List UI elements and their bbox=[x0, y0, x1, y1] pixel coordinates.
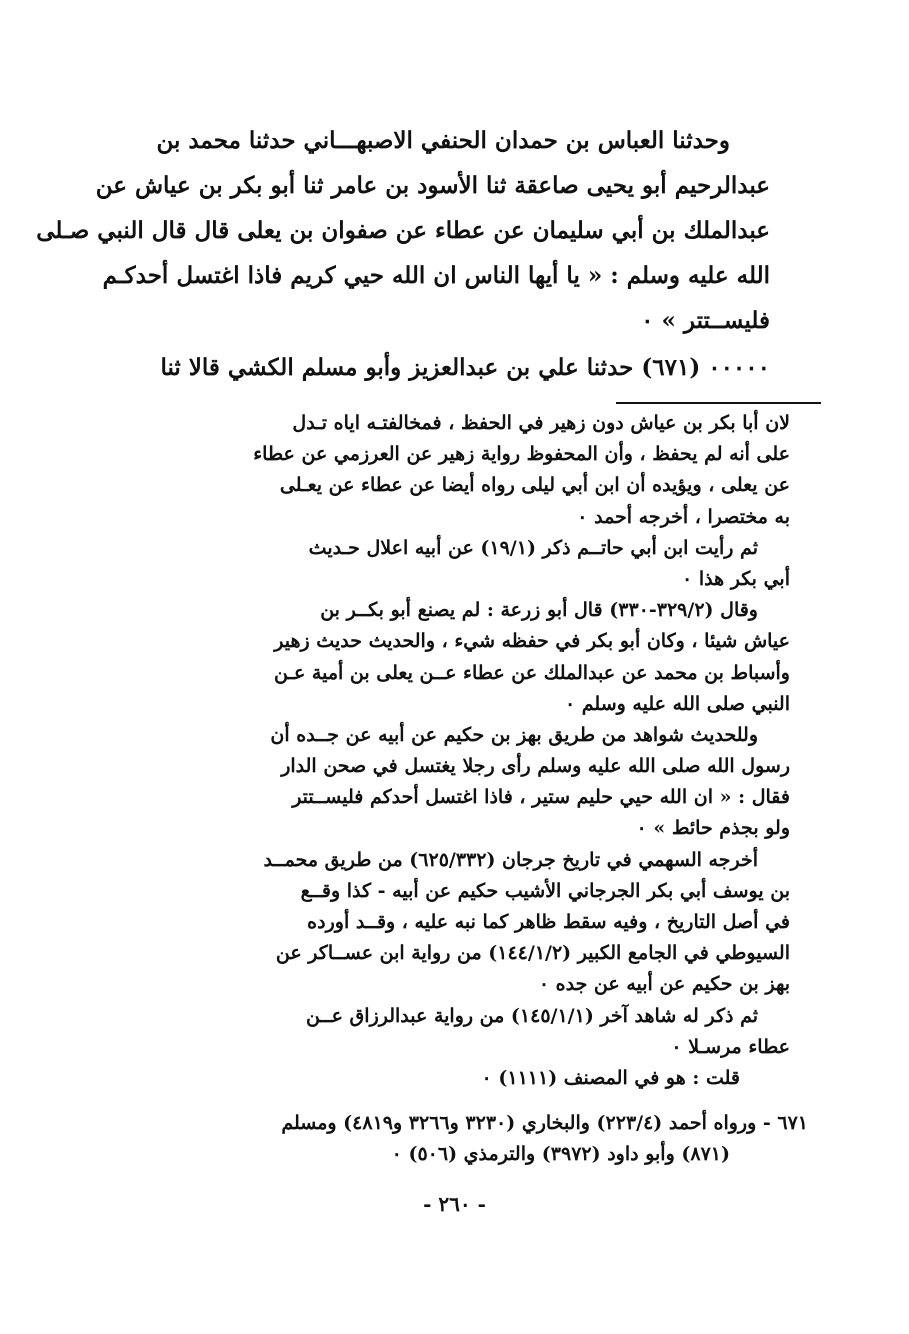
footnote-line: عطاء مرسـلا ٠ bbox=[671, 1035, 790, 1058]
footnote-line: بن يوسف أبي بكر الجرجاني الأشيب حكيم عن أبيه - كذا وقــع bbox=[300, 879, 790, 902]
reference-line: (٨٧١) وأبو داود (٣٩٧٢) والترمذي (٥٠٦) ٠ bbox=[391, 1143, 730, 1165]
footnote-line: وقال (٣٢٩/٢-٣٣٠) قال أبو زرعة : لم يصنع أبو بكــر بن bbox=[320, 599, 758, 622]
footnote-line: وللحديث شواهد من طريق بهز بن حكيم عن أبيه عن جــده أن bbox=[270, 723, 758, 746]
footnote-line: رسول الله صلى الله عليه وسلم رأى رجلا يغتسل في صحن الدار bbox=[281, 755, 790, 778]
footnote-line: عياش شيئا ، وكان أبو بكر في حفظه شيء ، والحديث حديث زهير bbox=[274, 630, 790, 653]
footnote-line: بهز بن حكيم عن أبيه عن جده ٠ bbox=[538, 973, 790, 996]
main-text-line: عبدالملك بن أبي سليمان عن عطاء عن صفوان بن يعلى قال قال النبي صـلى bbox=[36, 217, 770, 244]
main-text-line: وحدثنا العباس بن حمدان الحنفي الاصبهـــاني حدثنا محمد بن bbox=[156, 127, 730, 154]
footnote-line: وأسباط بن محمد عن عبدالملك عن عطاء عــن يعلى بن أمية عـن bbox=[273, 661, 790, 684]
footnote-line: في أصل التاريخ ، وفيه سقط ظاهر كما نبه عليه ، وقــد أورده bbox=[307, 911, 790, 933]
footnote-line: على أنه لم يحفظ ، وأن المحفوظ رواية زهير عن العرزمي عن عطاء bbox=[253, 443, 790, 466]
reference-line: ٦٧١ - ورواه أحمد (٢٢٣/٤) والبخاري (٣٢٣٠ و٣٢٦٦ و٤٨١٩) ومسلم bbox=[281, 1112, 808, 1134]
footnote-line: السيوطي في الجامع الكبير (١٤٤/١/٢) من رواية ابن عســاكر عن bbox=[275, 942, 790, 965]
main-text-block bbox=[36, 118, 770, 343]
main-text-line: عبدالرحيم أبو يحيى صاعقة ثنا الأسود بن عامر ثنا أبو بكر بن عياش عن bbox=[95, 172, 770, 199]
main-text-line: الله عليه وسلم : « يا أيها الناس ان الله حيي كريم فاذا اغتسل أحدكـم bbox=[102, 262, 770, 289]
footnote-line: النبي صلى الله عليه وسلم ٠ bbox=[564, 692, 790, 715]
footnote-line: أبي بكر هذا ٠ bbox=[681, 567, 790, 590]
footnote-line: ولو بجذم حائط » ٠ bbox=[636, 817, 790, 840]
footnote-line: ثم ذكر له شاهد آخر (١٤٥/١/١) من رواية عبدالرزاق عــن bbox=[306, 1004, 758, 1027]
footnote-separator bbox=[616, 402, 821, 404]
page-number: - ٢٦٠ - bbox=[423, 1192, 486, 1216]
footnote-line: لان أبا بكر بن عياش دون زهير في الحفظ ، فمخالفتـه اياه تـدل bbox=[292, 412, 790, 434]
footnote-line: أخرجه السهمي في تاريخ جرجان (٦٢٥/٣٣٢) من طريق محمــد bbox=[263, 848, 758, 871]
footnotes-block bbox=[108, 408, 790, 1094]
hadith-671-opening: ٠٠٠٠٠ (٦٧١) حدثنا علي بن عبدالعزيز وأبو مسلم الكشي قالا ثنا bbox=[160, 354, 770, 381]
footnote-line: عن يعلى ، ويؤيده أن ابن أبي ليلى رواه أيضا عن عطاء عن يعـلى bbox=[279, 474, 790, 497]
footnote-line: به مختصرا ، أخرجه أحمد ٠ bbox=[577, 505, 790, 528]
reference-671-block bbox=[108, 1108, 808, 1170]
footnote-line: ثم رأيت ابن أبي حاتــم ذكر (١٩/١) عن أبيه اعلال حـديث bbox=[308, 536, 758, 559]
footnote-line: فقال : « ان الله حيي حليم ستير ، فاذا اغتسل أحدكم فليســتتر bbox=[292, 786, 790, 809]
main-text-line: فليســتتر » ٠ bbox=[641, 307, 770, 334]
footnote-line: قلت : هو في المصنف (١١١١) ٠ bbox=[481, 1066, 740, 1089]
